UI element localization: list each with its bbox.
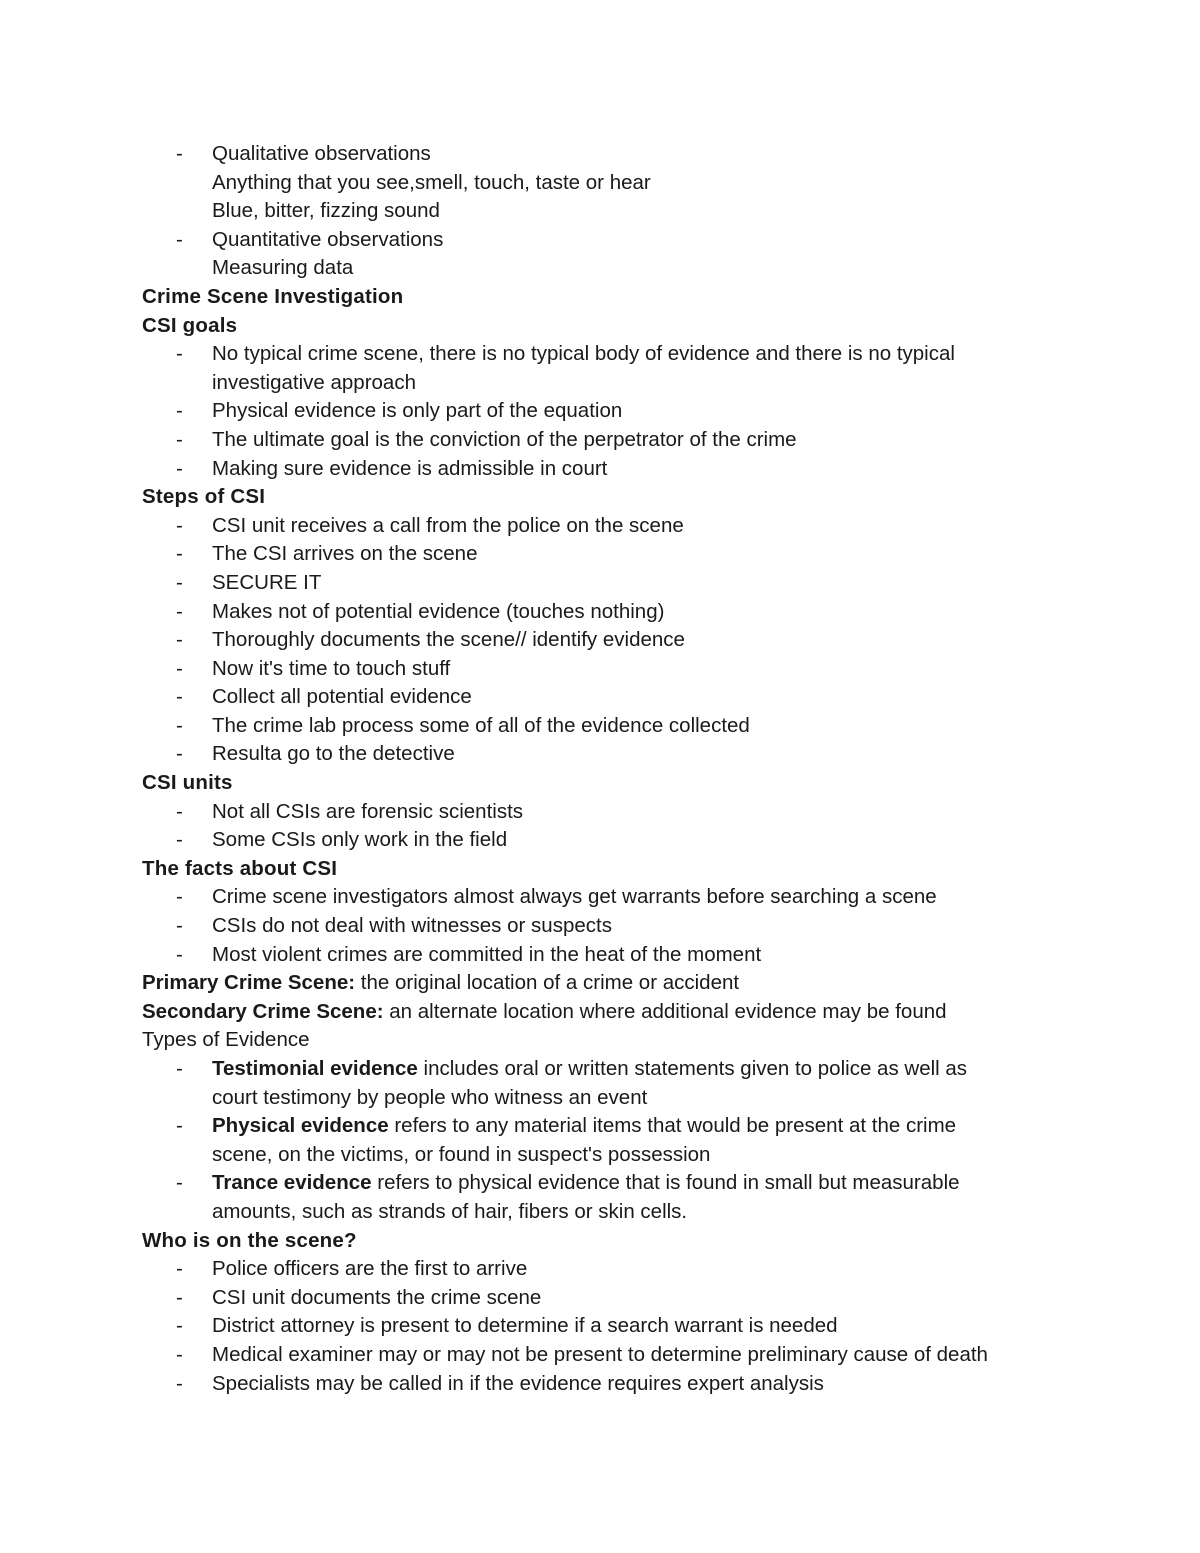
bullet-dash: - bbox=[176, 342, 183, 366]
line-text: Qualitative observations bbox=[212, 142, 431, 165]
bullet-item bbox=[142, 598, 1042, 627]
bullet-continuation bbox=[142, 169, 1042, 198]
bullet-item bbox=[142, 912, 1042, 941]
bullet-item bbox=[142, 883, 1042, 912]
bullet-item bbox=[142, 512, 1042, 541]
bullet-dash: - bbox=[176, 599, 183, 623]
line-text: Specialists may be called in if the evidence requires expert analysis bbox=[212, 1371, 824, 1395]
bullet-item bbox=[142, 941, 1042, 970]
bullet-item bbox=[142, 426, 1042, 455]
bullet-dash: - bbox=[176, 227, 183, 251]
line-text: scene, on the victims, or found in suspect's possession bbox=[212, 1142, 711, 1166]
bullet-dash: - bbox=[176, 456, 183, 480]
line-text: Makes not of potential evidence (touches nothing) bbox=[212, 599, 665, 623]
bullet-dash: - bbox=[176, 628, 183, 652]
section-heading: Steps of CSI bbox=[142, 485, 266, 509]
bullet-item bbox=[142, 140, 1042, 169]
bullet-dash: - bbox=[176, 513, 183, 537]
bold-term: Secondary Crime Scene: bbox=[142, 999, 384, 1023]
bullet-item bbox=[142, 1255, 1042, 1284]
line-text: The CSI arrives on the scene bbox=[212, 542, 478, 566]
line-text: CSI unit receives a call from the police on the scene bbox=[212, 513, 684, 537]
line-text: Types of Evidence bbox=[142, 1028, 310, 1052]
line-text: Most violent crimes are committed in the heat of the moment bbox=[212, 942, 762, 966]
bullet-dash: - bbox=[176, 427, 183, 451]
bullet-item bbox=[142, 826, 1042, 855]
bullet-item bbox=[142, 683, 1042, 712]
line-text: refers to physical evidence that is found in small but measurable bbox=[371, 1171, 960, 1195]
bullet-item bbox=[142, 712, 1042, 741]
bullet-dash: - bbox=[176, 142, 183, 165]
bullet-dash: - bbox=[176, 1114, 183, 1138]
line-text: an alternate location where additional evidence may be found bbox=[383, 999, 947, 1023]
bullet-item bbox=[142, 340, 1042, 369]
line-text: Police officers are the first to arrive bbox=[212, 1257, 528, 1281]
bullet-item bbox=[142, 626, 1042, 655]
bullet-item bbox=[142, 740, 1042, 769]
bullet-dash: - bbox=[176, 942, 183, 966]
bullet-dash: - bbox=[176, 1171, 183, 1195]
line-text: Collect all potential evidence bbox=[212, 685, 472, 709]
section-heading: CSI units bbox=[142, 771, 233, 795]
line-text: Making sure evidence is admissible in court bbox=[212, 456, 608, 480]
bullet-dash: - bbox=[176, 799, 183, 823]
bullet-dash: - bbox=[176, 685, 183, 709]
line-text: investigative approach bbox=[212, 370, 416, 394]
bullet-dash: - bbox=[176, 1314, 183, 1338]
section-heading: The facts about CSI bbox=[142, 856, 338, 880]
bullet-dash: - bbox=[176, 1371, 183, 1395]
section-heading: Who is on the scene? bbox=[142, 1228, 357, 1252]
line-text: amounts, such as strands of hair, fibers or skin cells. bbox=[212, 1199, 688, 1223]
bullet-item bbox=[142, 798, 1042, 827]
line-text: includes oral or written statements given to police as well as bbox=[417, 1057, 968, 1080]
bullet-item bbox=[142, 569, 1042, 598]
line-text: Medical examiner may or may not be present to determine preliminary cause of death bbox=[212, 1342, 988, 1366]
line-text: Physical evidence is only part of the equation bbox=[212, 399, 623, 423]
bullet-dash: - bbox=[176, 742, 183, 766]
bullet-item bbox=[142, 1169, 1042, 1198]
bullet-item bbox=[142, 1341, 1042, 1370]
line-text: Crime scene investigators almost always get warrants before searching a scene bbox=[212, 885, 937, 909]
line-text: Measuring data bbox=[212, 256, 354, 280]
bullet-dash: - bbox=[176, 914, 183, 938]
bullet-dash: - bbox=[176, 1342, 183, 1366]
line-text: the original location of a crime or accident bbox=[355, 971, 740, 995]
line-text: court testimony by people who witness an event bbox=[212, 1085, 648, 1109]
line-text: Resulta go to the detective bbox=[212, 742, 455, 766]
line-text: CSIs do not deal with witnesses or suspects bbox=[212, 914, 612, 938]
line-text: Not all CSIs are forensic scientists bbox=[212, 799, 524, 823]
paragraph-line bbox=[142, 969, 1042, 998]
bullet-dash: - bbox=[176, 1285, 183, 1309]
line-text: The ultimate goal is the conviction of the perpetrator of the crime bbox=[212, 427, 797, 451]
bullet-dash: - bbox=[176, 828, 183, 852]
section-heading: Crime Scene Investigation bbox=[142, 284, 404, 308]
line-text: Thoroughly documents the scene// identify evidence bbox=[212, 628, 685, 652]
bullet-continuation bbox=[142, 254, 1042, 283]
line-text: The crime lab process some of all of the evidence collected bbox=[212, 713, 750, 737]
bullet-item bbox=[142, 1112, 1042, 1141]
bullet-item bbox=[142, 397, 1042, 426]
paragraph-line bbox=[142, 1026, 1042, 1055]
line-text: Anything that you see,smell, touch, taste or hear bbox=[212, 170, 651, 194]
bullet-dash: - bbox=[176, 656, 183, 680]
bullet-item bbox=[142, 1284, 1042, 1313]
line-text: CSI unit documents the crime scene bbox=[212, 1285, 542, 1309]
bullet-item bbox=[142, 226, 1042, 255]
line-text: refers to any material items that would be present at the crime bbox=[388, 1114, 957, 1138]
bullet-item bbox=[142, 540, 1042, 569]
bullet-continuation bbox=[142, 197, 1042, 226]
bold-term: Trance evidence bbox=[212, 1171, 372, 1195]
document-page bbox=[142, 140, 1042, 1398]
bullet-continuation bbox=[142, 1198, 1042, 1227]
bullet-dash: - bbox=[176, 399, 183, 423]
bullet-dash: - bbox=[176, 885, 183, 909]
bullet-dash: - bbox=[176, 1057, 183, 1080]
bullet-continuation bbox=[142, 369, 1042, 398]
bullet-item bbox=[142, 1312, 1042, 1341]
line-text: District attorney is present to determine if a search warrant is needed bbox=[212, 1314, 838, 1338]
section-heading: CSI goals bbox=[142, 313, 238, 337]
bullet-item bbox=[142, 1370, 1042, 1399]
bullet-continuation bbox=[142, 1084, 1042, 1113]
bullet-dash: - bbox=[176, 570, 183, 594]
bullet-item bbox=[142, 1055, 1042, 1084]
line-text: No typical crime scene, there is no typical body of evidence and there is no typical bbox=[212, 342, 955, 366]
bullet-continuation bbox=[142, 1141, 1042, 1170]
bold-term: Physical evidence bbox=[212, 1114, 389, 1138]
bullet-dash: - bbox=[176, 542, 183, 566]
line-text: Blue, bitter, fizzing sound bbox=[212, 199, 440, 223]
line-text: Quantitative observations bbox=[212, 227, 444, 251]
paragraph-line bbox=[142, 998, 1042, 1027]
bullet-item bbox=[142, 655, 1042, 684]
line-text: Some CSIs only work in the field bbox=[212, 828, 508, 852]
line-text: Now it's time to touch stuff bbox=[212, 656, 451, 680]
line-text: SECURE IT bbox=[212, 570, 322, 594]
bullet-dash: - bbox=[176, 1257, 183, 1281]
bold-term: Testimonial evidence bbox=[212, 1057, 418, 1080]
bullet-item bbox=[142, 455, 1042, 484]
bold-term: Primary Crime Scene: bbox=[142, 971, 356, 995]
bullet-dash: - bbox=[176, 713, 183, 737]
